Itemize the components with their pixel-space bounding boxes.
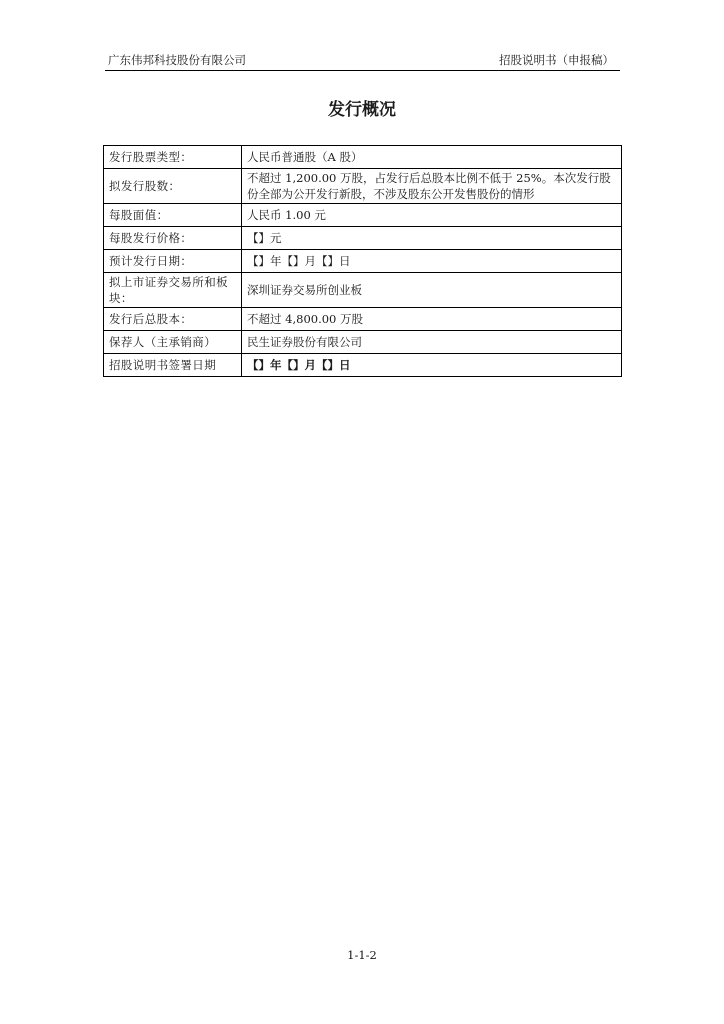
table-row xyxy=(104,331,622,354)
row-label-exchange-board: 拟上市证券交易所和板块： xyxy=(104,273,242,308)
row-value-exchange-board: 深圳证券交易所创业板 xyxy=(242,273,622,308)
row-label-sponsor: 保荐人（主承销商） xyxy=(104,331,242,354)
table-row xyxy=(104,204,622,227)
row-value-stock-type: 人民币普通股（A 股） xyxy=(242,146,622,169)
row-value-signing-date: 【】年【】月【】日 xyxy=(242,354,622,377)
row-label-expected-date: 预计发行日期： xyxy=(104,250,242,273)
table-row xyxy=(104,354,622,377)
row-label-total-shares: 发行后总股本： xyxy=(104,308,242,331)
header-company-name: 广东伟邦科技股份有限公司 xyxy=(108,53,246,67)
offering-overview-table xyxy=(103,145,622,377)
page-title: 发行概况 xyxy=(328,100,396,120)
table-row xyxy=(104,227,622,250)
row-value-total-shares: 不超过 4,800.00 万股 xyxy=(242,308,622,331)
row-value-sponsor: 民生证券股份有限公司 xyxy=(242,331,622,354)
row-label-shares-offered: 拟发行股数： xyxy=(104,169,242,204)
row-label-par-value: 每股面值： xyxy=(104,204,242,227)
table-row xyxy=(104,250,622,273)
page-number: 1-1-2 xyxy=(347,948,377,962)
table-row xyxy=(104,308,622,331)
header-divider xyxy=(105,70,620,71)
row-label-signing-date: 招股说明书签署日期 xyxy=(104,354,242,377)
table-row xyxy=(104,169,622,204)
row-value-par-value: 人民币 1.00 元 xyxy=(242,204,622,227)
table-row xyxy=(104,273,622,308)
table-row xyxy=(104,146,622,169)
row-value-expected-date: 【】年【】月【】日 xyxy=(242,250,622,273)
row-label-stock-type: 发行股票类型： xyxy=(104,146,242,169)
row-value-shares-offered: 不超过 1,200.00 万股，占发行后总股本比例不低于 25%。本次发行股份全部为公开发行新股，不涉及股东公开发售股份的情形 xyxy=(242,169,622,204)
row-label-offer-price: 每股发行价格： xyxy=(104,227,242,250)
row-value-offer-price: 【】元 xyxy=(242,227,622,250)
page-header xyxy=(105,52,620,69)
header-document-type: 招股说明书（申报稿） xyxy=(499,53,614,67)
